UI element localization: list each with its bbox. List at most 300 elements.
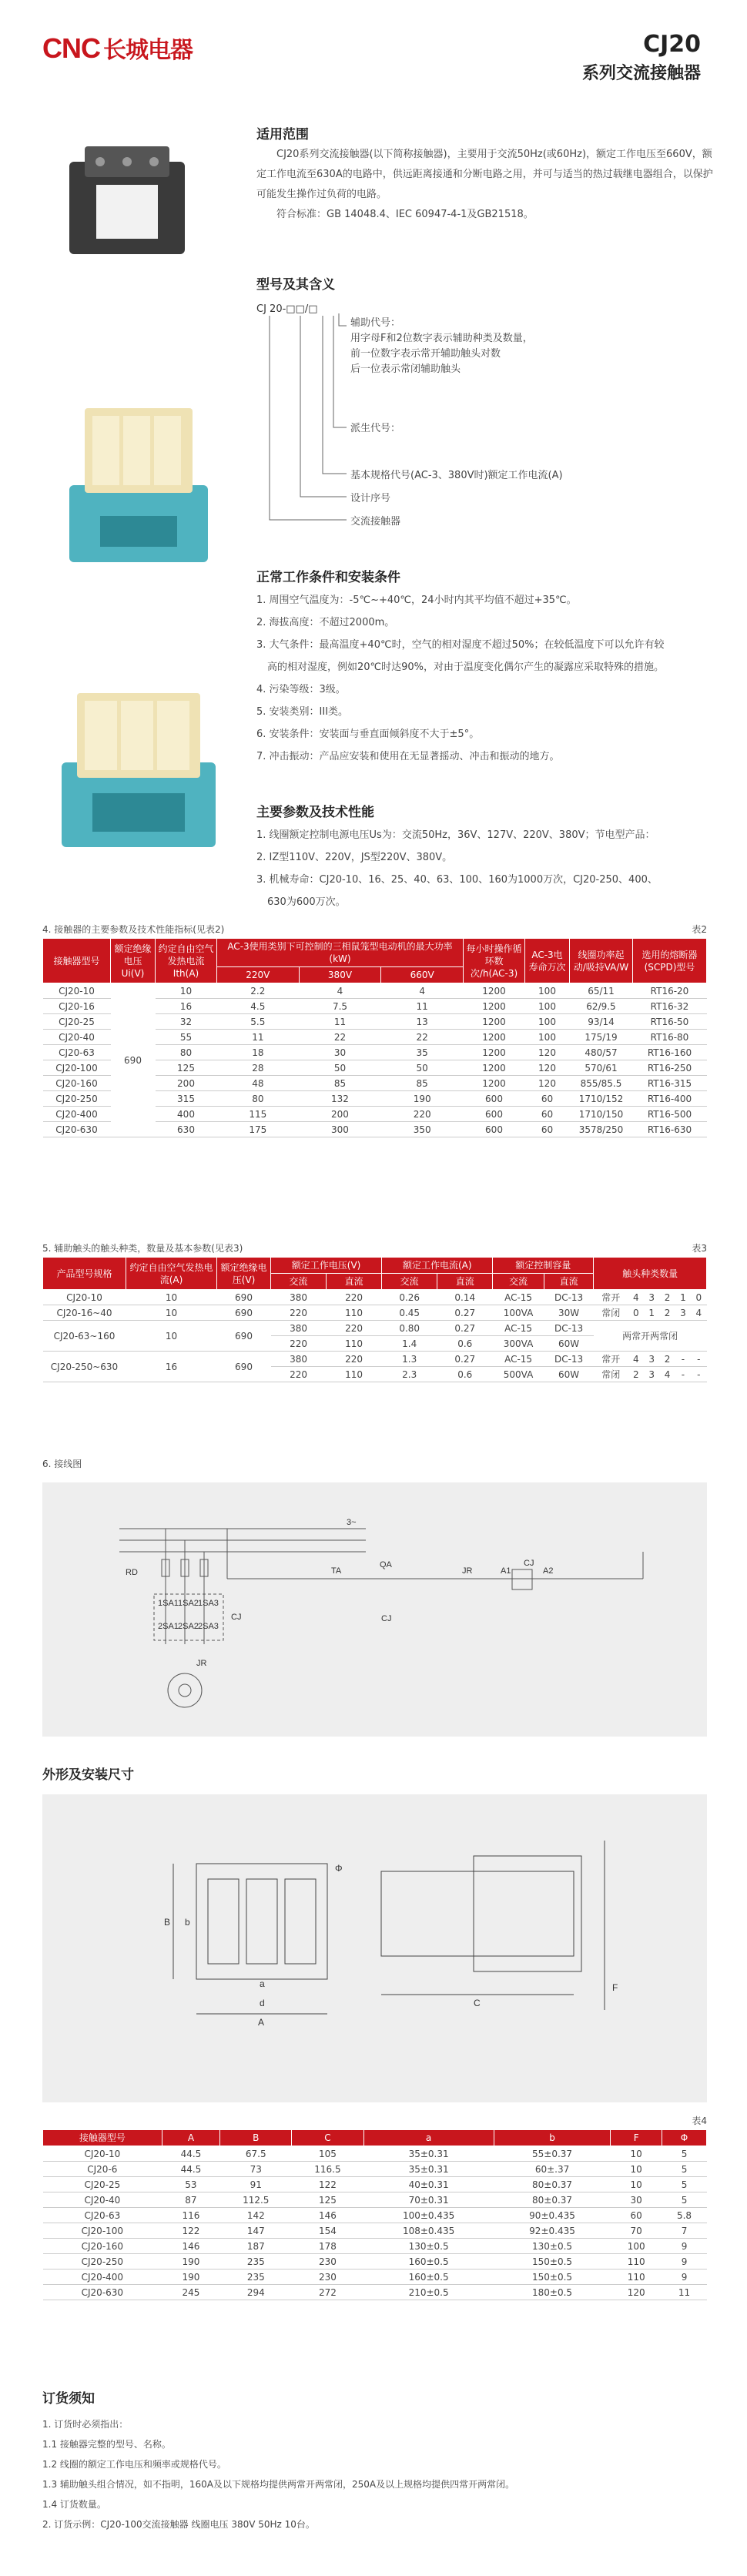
wiring-label: 1SA2 <box>178 1599 199 1608</box>
table-cell: 500VA <box>493 1367 544 1382</box>
table-cell: 55±0.37 <box>494 2146 611 2162</box>
table-cell: - <box>675 1367 691 1382</box>
dim-label: b <box>185 1917 190 1928</box>
table-cell: 150±0.5 <box>494 2269 611 2285</box>
table-cell: 5 <box>662 2146 707 2162</box>
table-cell: RT16-80 <box>633 1030 707 1045</box>
table-cell: 常闭 <box>594 1367 628 1382</box>
table-row <box>43 1321 707 1336</box>
table-cell: 7 <box>662 2223 707 2239</box>
scope-standard: 符合标准：GB 14048.4、IEC 60947-4-1及GB21518。 <box>276 209 534 220</box>
table-cell: 380 <box>271 1290 327 1305</box>
table-row <box>43 2146 707 2162</box>
model-meaning-title: 型号及其含义 <box>256 277 335 293</box>
table-cell: 4 <box>628 1290 644 1305</box>
table-row <box>43 2239 707 2254</box>
order-item: 1.4 订货数量。 <box>42 2499 106 2510</box>
table-cell: CJ20-10 <box>43 983 111 999</box>
table-cell: CJ20-6 <box>43 2162 162 2177</box>
wiring-label: A1 <box>501 1566 511 1576</box>
table-cell: 112.5 <box>220 2192 292 2208</box>
table-cell: CJ20-25 <box>43 1014 111 1030</box>
table-cell: 210±0.5 <box>363 2285 494 2300</box>
condition-item: 2. 海拔高度：不超过2000m。 <box>256 617 395 628</box>
table-cell: CJ20-40 <box>43 2192 162 2208</box>
order-item: 1.2 线圈的额定工作电压和频率或规格代号。 <box>42 2459 226 2470</box>
order-item: 1.1 接触器完整的型号、名称。 <box>42 2439 171 2450</box>
table-cell: 10 <box>156 983 217 999</box>
table-cell: 35±0.31 <box>363 2162 494 2177</box>
table-cell: CJ20-630 <box>43 1122 111 1137</box>
table-row <box>43 2192 707 2208</box>
table-cell: CJ20-250 <box>43 2254 162 2269</box>
table-cell: 85 <box>381 1076 464 1091</box>
table-cell: 44.5 <box>162 2162 220 2177</box>
th: 直流 <box>437 1274 493 1290</box>
table-cell: 110 <box>611 2254 662 2269</box>
table-cell: 132 <box>299 1091 381 1107</box>
th: 380V <box>299 967 381 983</box>
table-cell: 100 <box>525 1014 570 1030</box>
table2-caption: 4. 接触器的主要参数及技术性能指标(见表2) <box>42 924 225 935</box>
table-cell: 2 <box>659 1290 675 1305</box>
table-cell: 常开 <box>594 1352 628 1367</box>
table-cell: - <box>675 1352 691 1367</box>
wiring-label: A2 <box>543 1566 554 1576</box>
table-cell: 35 <box>381 1045 464 1060</box>
table-cell: 1710/150 <box>570 1107 633 1122</box>
table3 <box>42 1257 707 1382</box>
table-cell: AC-15 <box>493 1290 544 1305</box>
performance-item: 1. 线圈额定控制电源电压Us为：交流50Hz，36V、127V、220V、380V；节电型产品： <box>256 829 655 841</box>
table-cell: DC-13 <box>544 1321 594 1336</box>
table-cell: 80 <box>156 1045 217 1060</box>
table-cell: - <box>691 1367 706 1382</box>
table-cell: 190 <box>381 1091 464 1107</box>
dim-label: C <box>474 1998 481 2008</box>
table-cell: 87 <box>162 2192 220 2208</box>
table-cell: 4.5 <box>217 999 300 1014</box>
table-cell: 380 <box>271 1352 327 1367</box>
order-item: 2. 订货示例：CJ20-100交流接触器 线圈电压 380V 50Hz 10台。 <box>42 2519 315 2530</box>
table-cell: 100 <box>525 983 570 999</box>
table-cell: 91 <box>220 2177 292 2192</box>
table-cell: 70±0.31 <box>363 2192 494 2208</box>
model-label-aux-desc2: 前一位数字表示常开辅助触头对数 <box>350 348 501 360</box>
table-cell: 130±0.5 <box>363 2239 494 2254</box>
table-cell: RT16-315 <box>633 1076 707 1091</box>
table-row <box>43 2162 707 2177</box>
th: 约定自由空气发热电流(A) <box>126 1258 217 1290</box>
wiring-label: 3~ <box>347 1518 357 1527</box>
th: 约定自由空气发热电流Ith(A) <box>156 939 217 983</box>
table-cell: AC-15 <box>493 1352 544 1367</box>
table-row <box>43 2223 707 2239</box>
table-cell: 28 <box>217 1060 300 1076</box>
wiring-caption: 6. 接线图 <box>42 1459 82 1469</box>
table-cell: 48 <box>217 1076 300 1091</box>
table-header: a <box>363 2130 494 2146</box>
table-cell: 常闭 <box>594 1305 628 1321</box>
table-cell: 0.6 <box>437 1336 493 1352</box>
table-cell: CJ20-250~630 <box>43 1352 126 1382</box>
table-cell: 110 <box>327 1305 382 1321</box>
table-cell: 154 <box>292 2223 363 2239</box>
table-cell: 60W <box>544 1367 594 1382</box>
table-cell: 0 <box>628 1305 644 1321</box>
scope-text: CJ20系列交流接触器(以下简称接触器)，主要用于交流50Hz(或60Hz)，额定工作电压至660V，额定工作电流至630A的电路中，供远距离接通和分断电路之用，并可与适当的热过载继电器组合，以保护可能发生操作过负荷的电路。 <box>256 149 713 200</box>
table-cell: 200 <box>299 1107 381 1122</box>
table-cell: 3 <box>675 1305 691 1321</box>
table-cell: 60 <box>525 1107 570 1122</box>
table-cell: 1710/152 <box>570 1091 633 1107</box>
table-cell: 220 <box>327 1352 382 1367</box>
table-cell: 294 <box>220 2285 292 2300</box>
table-cell: CJ20-63 <box>43 2208 162 2223</box>
table-cell: 150±0.5 <box>494 2254 611 2269</box>
condition-item: 5. 安装类别：III类。 <box>256 706 349 718</box>
table-cell: 0.80 <box>382 1321 437 1336</box>
table-cell: 220 <box>271 1305 327 1321</box>
table-cell: 40±0.31 <box>363 2177 494 2192</box>
wiring-label: CJ <box>524 1559 534 1568</box>
table-cell: 2.2 <box>217 983 300 999</box>
table-cell: 93/14 <box>570 1014 633 1030</box>
table-cell: 100±0.435 <box>363 2208 494 2223</box>
table-cell: DC-13 <box>544 1290 594 1305</box>
table-cell: 100 <box>525 1030 570 1045</box>
table-header: Φ <box>662 2130 707 2146</box>
table-cell: 220 <box>381 1107 464 1122</box>
table-cell: 9 <box>662 2239 707 2254</box>
table-cell: 1200 <box>464 1030 525 1045</box>
table-cell: 55 <box>156 1030 217 1045</box>
table-cell: CJ20-630 <box>43 2285 162 2300</box>
wiring-label: CJ <box>231 1613 242 1622</box>
condition-item: 3. 大气条件：最高温度+40℃时，空气的相对湿度不超过50%；在较低温度下可以允许有较 <box>256 639 665 651</box>
table-cell: 200 <box>156 1076 217 1091</box>
table-cell: 630 <box>156 1122 217 1137</box>
table-row <box>43 2269 707 2285</box>
table-cell: 0.27 <box>437 1321 493 1336</box>
table-cell: 180±0.5 <box>494 2285 611 2300</box>
table-cell: RT16-20 <box>633 983 707 999</box>
table-cell: 230 <box>292 2269 363 2285</box>
table-cell: 110 <box>327 1367 382 1382</box>
table-cell: 9 <box>662 2269 707 2285</box>
table-header: C <box>292 2130 363 2146</box>
table-cell: 120 <box>525 1060 570 1076</box>
dims-diagram <box>42 1794 707 2102</box>
table-cell: 110 <box>611 2269 662 2285</box>
table-cell: 220 <box>327 1321 382 1336</box>
table3-caption: 5. 辅助触头的触头种类，数量及基本参数(见表3) <box>42 1243 243 1254</box>
table-cell: 3578/250 <box>570 1122 633 1137</box>
table-cell: 1200 <box>464 1076 525 1091</box>
table-cell: 100 <box>525 999 570 1014</box>
table-cell: CJ20-40 <box>43 1030 111 1045</box>
table-cell: 常开 <box>594 1290 628 1305</box>
product-photo-small <box>54 139 208 262</box>
table-cell: 1200 <box>464 983 525 999</box>
table-cell: 0.27 <box>437 1305 493 1321</box>
table-cell: CJ20-100 <box>43 2223 162 2239</box>
wiring-label: 2SA1 <box>158 1622 179 1631</box>
table-cell: 108±0.435 <box>363 2223 494 2239</box>
th: 接触器型号 <box>43 939 111 983</box>
table-cell: CJ20-100 <box>43 1060 111 1076</box>
table-cell: 105 <box>292 2146 363 2162</box>
table-cell: 9 <box>662 2254 707 2269</box>
table-cell: 178 <box>292 2239 363 2254</box>
table-cell: 235 <box>220 2254 292 2269</box>
table-cell: 125 <box>156 1060 217 1076</box>
table-cell: CJ20-63 <box>43 1045 111 1060</box>
table-cell: 100VA <box>493 1305 544 1321</box>
table-cell: AC-15 <box>493 1321 544 1336</box>
table-cell: 600 <box>464 1122 525 1137</box>
table-cell: 1.3 <box>382 1352 437 1367</box>
table-cell: 187 <box>220 2239 292 2254</box>
table-cell: 1 <box>675 1290 691 1305</box>
th: 660V <box>381 967 464 983</box>
table-cell: RT16-50 <box>633 1014 707 1030</box>
model-label-aux-desc1: 用字母F和2位数字表示辅助种类及数量， <box>350 333 533 344</box>
table-cell: 147 <box>220 2223 292 2239</box>
table-cell: CJ20-16 <box>43 999 111 1014</box>
table-row <box>43 2177 707 2192</box>
th: 额定绝缘电压(V) <box>217 1258 271 1290</box>
table-cell: 5.8 <box>662 2208 707 2223</box>
table-cell: RT16-250 <box>633 1060 707 1076</box>
table-cell: 80±0.37 <box>494 2192 611 2208</box>
table-cell: 5 <box>662 2177 707 2192</box>
table-cell: 22 <box>381 1030 464 1045</box>
table-cell: 4 <box>299 983 381 999</box>
th: 220V <box>217 967 300 983</box>
th: 产品型号规格 <box>43 1258 126 1290</box>
table-cell: RT16-400 <box>633 1091 707 1107</box>
table-cell: 100 <box>611 2239 662 2254</box>
table-cell: 235 <box>220 2269 292 2285</box>
th: 线圈功率起动/吸持VA/W <box>570 939 633 983</box>
table-header: B <box>220 2130 292 2146</box>
wiring-label: CJ <box>381 1614 392 1623</box>
table-cell: 122 <box>292 2177 363 2192</box>
table-cell: 80±0.37 <box>494 2177 611 2192</box>
table-header: 接触器型号 <box>43 2130 162 2146</box>
table-cell: 855/85.5 <box>570 1076 633 1091</box>
table-cell: 230 <box>292 2254 363 2269</box>
table-cell: 2.3 <box>382 1367 437 1382</box>
table-cell: 4 <box>628 1352 644 1367</box>
condition-item: 4. 污染等级：3级。 <box>256 684 346 695</box>
wiring-label: 2SA3 <box>198 1622 219 1631</box>
th: 额定绝缘电压Ui(V) <box>111 939 156 983</box>
dims-title: 外形及安装尺寸 <box>42 1767 134 1783</box>
th: 额定工作电压(V) <box>271 1258 382 1274</box>
dim-label: B <box>164 1917 171 1928</box>
table-cell: 3 <box>644 1290 659 1305</box>
table-cell: 13 <box>381 1014 464 1030</box>
performance-item: 630为600万次。 <box>267 896 346 908</box>
table-cell: 690 <box>111 983 156 1137</box>
table2 <box>42 938 707 1137</box>
dim-label: d <box>260 1998 265 2008</box>
th: 直流 <box>544 1274 594 1290</box>
table-cell: RT16-32 <box>633 999 707 1014</box>
table4 <box>42 2129 707 2300</box>
table-cell: 4 <box>691 1305 706 1321</box>
table-cell: 73 <box>220 2162 292 2177</box>
model-label-current: 基本规格代号(AC-3、380V时)额定工作电流(A) <box>350 470 563 481</box>
table-cell: 1200 <box>464 1045 525 1060</box>
table-cell: 16 <box>126 1352 217 1382</box>
table-cell: 11 <box>381 999 464 1014</box>
table-cell: 300 <box>299 1122 381 1137</box>
dim-label: Φ <box>335 1863 343 1874</box>
table-cell: 245 <box>162 2285 220 2300</box>
table-header: F <box>611 2130 662 2146</box>
table-cell: RT16-630 <box>633 1122 707 1137</box>
th: AC-3使用类别下可控制的三相鼠笼型电动机的最大功率(kW) <box>217 939 464 967</box>
table-cell: 11 <box>217 1030 300 1045</box>
table-cell: 272 <box>292 2285 363 2300</box>
th: 直流 <box>327 1274 382 1290</box>
table-cell: 110 <box>327 1336 382 1352</box>
table-cell: 5 <box>662 2192 707 2208</box>
table-cell: 400 <box>156 1107 217 1122</box>
th: AC-3电寿命万次 <box>525 939 570 983</box>
model-code-brackets <box>262 312 354 535</box>
conditions-title: 正常工作条件和安装条件 <box>256 570 400 585</box>
performance-item: 3. 机械寿命：CJ20-10、16、25、40、63、100、160为1000万次，CJ20-250、400、 <box>256 874 658 886</box>
table-cell: CJ20-250 <box>43 1091 111 1107</box>
table-cell: CJ20-63~160 <box>43 1321 126 1352</box>
table-cell: 30W <box>544 1305 594 1321</box>
wiring-label: JR <box>462 1566 473 1576</box>
table-cell: 1200 <box>464 1014 525 1030</box>
table-cell: 130±0.5 <box>494 2239 611 2254</box>
page-subtitle: 系列交流接触器 <box>581 64 701 83</box>
table-row <box>43 1305 707 1321</box>
table-cell: 600 <box>464 1091 525 1107</box>
table-row <box>43 1290 707 1305</box>
table-cell: 62/9.5 <box>570 999 633 1014</box>
wiring-label: 1SA1 <box>158 1599 179 1608</box>
table-cell: 30 <box>611 2192 662 2208</box>
table-cell: 50 <box>299 1060 381 1076</box>
model-label-derived: 派生代号： <box>350 423 401 434</box>
table-cell: 10 <box>611 2162 662 2177</box>
table-cell: 116 <box>162 2208 220 2223</box>
table-header: b <box>494 2130 611 2146</box>
table-cell: CJ20-160 <box>43 2239 162 2254</box>
table-cell: 50 <box>381 1060 464 1076</box>
table-cell: 60 <box>525 1122 570 1137</box>
table-cell: 32 <box>156 1014 217 1030</box>
table-cell: 120 <box>525 1076 570 1091</box>
wiring-diagram <box>42 1482 707 1737</box>
table-cell: 690 <box>217 1305 271 1321</box>
table-cell: 122 <box>162 2223 220 2239</box>
table-cell: 53 <box>162 2177 220 2192</box>
table-cell: 44.5 <box>162 2146 220 2162</box>
table-cell: 175/19 <box>570 1030 633 1045</box>
condition-item: 1. 周围空气温度为：-5℃~+40℃，24小时内其平均值不超过+35℃。 <box>256 595 577 606</box>
table-cell: 92±0.435 <box>494 2223 611 2239</box>
table-cell: 120 <box>525 1045 570 1060</box>
th: 每小时操作循环数次/h(AC-3) <box>464 939 525 983</box>
th: 额定控制容量 <box>493 1258 594 1274</box>
table-cell: 1 <box>644 1305 659 1321</box>
table-cell: 690 <box>217 1321 271 1352</box>
th: 交流 <box>271 1274 327 1290</box>
table-cell: 220 <box>327 1290 382 1305</box>
table-cell: 18 <box>217 1045 300 1060</box>
table-cell: 60W <box>544 1336 594 1352</box>
product-photo-medium <box>54 393 216 570</box>
table-cell: CJ20-10 <box>43 1290 126 1305</box>
table-cell: 10 <box>126 1305 217 1321</box>
table-cell: CJ20-400 <box>43 1107 111 1122</box>
table-cell: 2 <box>659 1305 675 1321</box>
th: 交流 <box>382 1274 437 1290</box>
table-cell: 80 <box>217 1091 300 1107</box>
table-row <box>43 2254 707 2269</box>
model-label-design: 设计序号 <box>350 493 391 504</box>
table-row <box>43 1352 707 1367</box>
order-item: 1. 订货时必须指出： <box>42 2419 129 2430</box>
table-cell: 10 <box>611 2146 662 2162</box>
table-cell: 190 <box>162 2254 220 2269</box>
wiring-label: 1SA3 <box>198 1599 219 1608</box>
table-cell: 315 <box>156 1091 217 1107</box>
table-cell: RT16-500 <box>633 1107 707 1122</box>
table2-tag: 表2 <box>692 924 707 935</box>
model-code: CJ 20-□□/□ <box>256 303 318 315</box>
condition-item: 6. 安装条件：安装面与垂直面倾斜度不大于±5°。 <box>256 729 480 740</box>
table-cell: DC-13 <box>544 1352 594 1367</box>
table-cell: 10 <box>611 2177 662 2192</box>
th: 交流 <box>493 1274 544 1290</box>
table-cell: 85 <box>299 1076 381 1091</box>
dim-label: A <box>258 2017 265 2028</box>
table-cell: 2 <box>659 1352 675 1367</box>
table-cell: 11 <box>662 2285 707 2300</box>
table-cell: 60±.37 <box>494 2162 611 2177</box>
table-cell: 22 <box>299 1030 381 1045</box>
table-cell: 300VA <box>493 1336 544 1352</box>
table-cell: 116.5 <box>292 2162 363 2177</box>
table-cell: 5.5 <box>217 1014 300 1030</box>
th: 选用的熔断器(SCPD)型号 <box>633 939 707 983</box>
table-cell: 35±0.31 <box>363 2146 494 2162</box>
model-title: CJ20 <box>643 31 701 58</box>
table-cell: 1200 <box>464 999 525 1014</box>
table-cell: - <box>691 1352 706 1367</box>
table-cell: 0 <box>691 1290 706 1305</box>
table-cell: 690 <box>217 1352 271 1382</box>
table-cell: CJ20-10 <box>43 2146 162 2162</box>
table-cell: 160±0.5 <box>363 2269 494 2285</box>
table-cell: 10 <box>126 1321 217 1352</box>
performance-item: 2. IZ型110V、220V，JS型220V、380V。 <box>256 852 453 863</box>
model-label-aux: 辅助代号： <box>350 317 401 329</box>
table-cell: 4 <box>659 1367 675 1382</box>
table-cell: 7.5 <box>299 999 381 1014</box>
table-cell: 146 <box>292 2208 363 2223</box>
